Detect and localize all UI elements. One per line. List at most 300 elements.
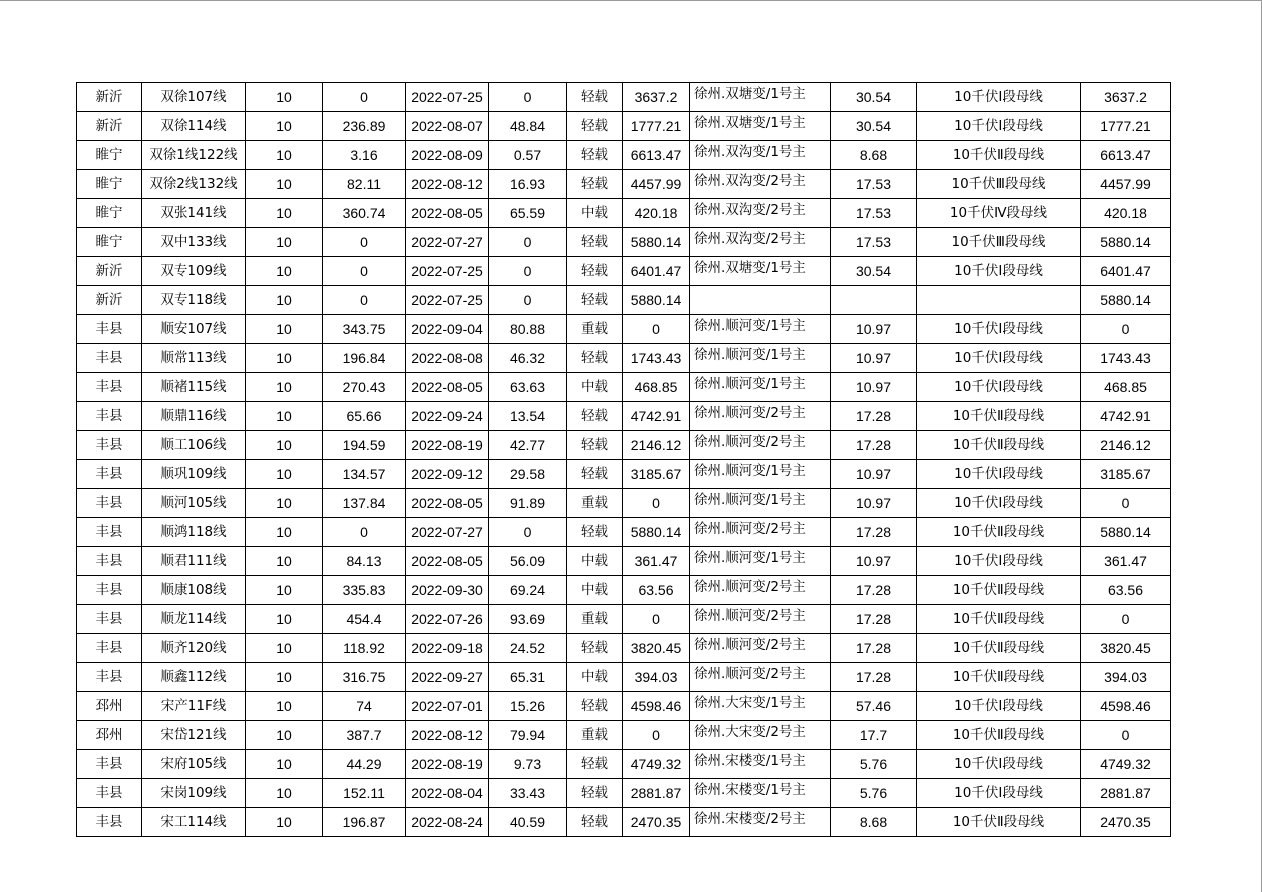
capacity-cell: 2146.12: [623, 431, 690, 460]
voltage-cell: 10: [246, 257, 323, 286]
load-rate-cell: 46.32: [489, 344, 567, 373]
substation-cell: 徐州.宋楼变/1号主: [690, 779, 831, 808]
district-cell: 新沂: [77, 257, 142, 286]
substation-cell: 徐州.顺河变/2号主: [690, 402, 831, 431]
table-row: [77, 315, 1171, 344]
district-cell: 丰县: [77, 779, 142, 808]
date-cell: 2022-09-04: [406, 315, 489, 344]
busbar-cell: 10千伏Ⅱ段母线: [917, 141, 1081, 170]
busbar-cell: 10千伏Ⅰ段母线: [917, 750, 1081, 779]
busbar-cell: 10千伏Ⅰ段母线: [917, 315, 1081, 344]
voltage-cell: 10: [246, 199, 323, 228]
load-status-cell: 轻载: [567, 141, 623, 170]
busbar-cell: 10千伏Ⅱ段母线: [917, 808, 1081, 837]
load-rate-cell: 93.69: [489, 605, 567, 634]
voltage-cell: 10: [246, 663, 323, 692]
date-cell: 2022-07-27: [406, 518, 489, 547]
load-value-cell: 316.75: [323, 663, 406, 692]
table-row: [77, 402, 1171, 431]
available-capacity-cell: 0: [1081, 605, 1171, 634]
load-status-cell: 重载: [567, 721, 623, 750]
load-value-cell: 65.66: [323, 402, 406, 431]
line-name-cell: 顺鑫112线: [142, 663, 246, 692]
table-row: [77, 518, 1171, 547]
load-value-cell: 82.11: [323, 170, 406, 199]
substation-cell: 徐州.双塘变/1号主: [690, 112, 831, 141]
load-rate-cell: 13.54: [489, 402, 567, 431]
load-rate-cell: 65.31: [489, 663, 567, 692]
substation-cell: 徐州.顺河变/2号主: [690, 431, 831, 460]
table-row: [77, 141, 1171, 170]
table-row: [77, 663, 1171, 692]
load-status-cell: 中载: [567, 576, 623, 605]
voltage-cell: 10: [246, 692, 323, 721]
load-value-cell: 84.13: [323, 547, 406, 576]
busbar-cell: 10千伏Ⅰ段母线: [917, 547, 1081, 576]
district-cell: 丰县: [77, 431, 142, 460]
available-capacity-cell: 4457.99: [1081, 170, 1171, 199]
voltage-cell: 10: [246, 518, 323, 547]
date-cell: 2022-08-12: [406, 170, 489, 199]
district-cell: 邳州: [77, 721, 142, 750]
transformer-rate-cell: 5.76: [831, 750, 917, 779]
load-value-cell: 0: [323, 83, 406, 112]
capacity-cell: 2470.35: [623, 808, 690, 837]
table-row: [77, 721, 1171, 750]
load-rate-cell: 29.58: [489, 460, 567, 489]
table-row: [77, 489, 1171, 518]
available-capacity-cell: 3820.45: [1081, 634, 1171, 663]
capacity-cell: 6401.47: [623, 257, 690, 286]
available-capacity-cell: 361.47: [1081, 547, 1171, 576]
voltage-cell: 10: [246, 576, 323, 605]
busbar-cell: 10千伏Ⅱ段母线: [917, 605, 1081, 634]
district-cell: 邳州: [77, 692, 142, 721]
busbar-cell: 10千伏Ⅱ段母线: [917, 721, 1081, 750]
table-row: [77, 547, 1171, 576]
capacity-cell: 1777.21: [623, 112, 690, 141]
line-name-cell: 双张141线: [142, 199, 246, 228]
voltage-cell: 10: [246, 170, 323, 199]
capacity-cell: 3185.67: [623, 460, 690, 489]
district-cell: 丰县: [77, 344, 142, 373]
date-cell: 2022-08-19: [406, 431, 489, 460]
district-cell: 丰县: [77, 402, 142, 431]
capacity-cell: 361.47: [623, 547, 690, 576]
table-row: [77, 344, 1171, 373]
load-status-cell: 轻载: [567, 83, 623, 112]
busbar-cell: 10千伏Ⅰ段母线: [917, 344, 1081, 373]
load-rate-cell: 0: [489, 257, 567, 286]
busbar-cell: 10千伏Ⅱ段母线: [917, 431, 1081, 460]
load-value-cell: 3.16: [323, 141, 406, 170]
voltage-cell: 10: [246, 373, 323, 402]
line-name-cell: 双徐1线122线: [142, 141, 246, 170]
voltage-cell: 10: [246, 779, 323, 808]
voltage-cell: 10: [246, 228, 323, 257]
transformer-rate-cell: 8.68: [831, 808, 917, 837]
substation-cell: 徐州.顺河变/1号主: [690, 547, 831, 576]
feeder-load-table: [76, 82, 1171, 837]
load-rate-cell: 80.88: [489, 315, 567, 344]
load-status-cell: 轻载: [567, 257, 623, 286]
busbar-cell: 10千伏Ⅰ段母线: [917, 83, 1081, 112]
date-cell: 2022-08-07: [406, 112, 489, 141]
transformer-rate-cell: 17.28: [831, 605, 917, 634]
district-cell: 丰县: [77, 460, 142, 489]
line-name-cell: 顺常113线: [142, 344, 246, 373]
available-capacity-cell: 2470.35: [1081, 808, 1171, 837]
available-capacity-cell: 1743.43: [1081, 344, 1171, 373]
capacity-cell: 3820.45: [623, 634, 690, 663]
load-value-cell: 152.11: [323, 779, 406, 808]
date-cell: 2022-09-27: [406, 663, 489, 692]
capacity-cell: 4749.32: [623, 750, 690, 779]
voltage-cell: 10: [246, 808, 323, 837]
transformer-rate-cell: 30.54: [831, 112, 917, 141]
available-capacity-cell: 468.85: [1081, 373, 1171, 402]
date-cell: 2022-08-05: [406, 547, 489, 576]
load-rate-cell: 40.59: [489, 808, 567, 837]
load-value-cell: 335.83: [323, 576, 406, 605]
voltage-cell: 10: [246, 547, 323, 576]
busbar-cell: 10千伏Ⅰ段母线: [917, 112, 1081, 141]
line-name-cell: 顺齐120线: [142, 634, 246, 663]
transformer-rate-cell: 17.28: [831, 576, 917, 605]
load-value-cell: 137.84: [323, 489, 406, 518]
load-rate-cell: 56.09: [489, 547, 567, 576]
capacity-cell: 4742.91: [623, 402, 690, 431]
load-rate-cell: 33.43: [489, 779, 567, 808]
line-name-cell: 双徐114线: [142, 112, 246, 141]
line-name-cell: 顺康108线: [142, 576, 246, 605]
voltage-cell: 10: [246, 605, 323, 634]
date-cell: 2022-09-18: [406, 634, 489, 663]
busbar-cell: 10千伏Ⅲ段母线: [917, 170, 1081, 199]
voltage-cell: 10: [246, 750, 323, 779]
capacity-cell: 0: [623, 489, 690, 518]
load-rate-cell: 16.93: [489, 170, 567, 199]
capacity-cell: 5880.14: [623, 228, 690, 257]
available-capacity-cell: 394.03: [1081, 663, 1171, 692]
table-row: [77, 228, 1171, 257]
table-row: [77, 750, 1171, 779]
table-row: [77, 199, 1171, 228]
district-cell: 新沂: [77, 83, 142, 112]
substation-cell: 徐州.宋楼变/2号主: [690, 808, 831, 837]
line-name-cell: 顺工106线: [142, 431, 246, 460]
date-cell: 2022-08-05: [406, 199, 489, 228]
date-cell: 2022-09-24: [406, 402, 489, 431]
line-name-cell: 宋府105线: [142, 750, 246, 779]
district-cell: 睢宁: [77, 199, 142, 228]
capacity-cell: 0: [623, 605, 690, 634]
load-rate-cell: 48.84: [489, 112, 567, 141]
line-name-cell: 顺褚115线: [142, 373, 246, 402]
transformer-rate-cell: 10.97: [831, 315, 917, 344]
transformer-rate-cell: 17.28: [831, 402, 917, 431]
available-capacity-cell: 5880.14: [1081, 518, 1171, 547]
date-cell: 2022-09-12: [406, 460, 489, 489]
capacity-cell: 4598.46: [623, 692, 690, 721]
load-rate-cell: 0: [489, 228, 567, 257]
capacity-cell: 2881.87: [623, 779, 690, 808]
page-top-edge: [0, 0, 1262, 1]
district-cell: 新沂: [77, 286, 142, 315]
substation-cell: 徐州.双沟变/2号主: [690, 228, 831, 257]
voltage-cell: 10: [246, 402, 323, 431]
substation-cell: 徐州.双塘变/1号主: [690, 257, 831, 286]
load-rate-cell: 63.63: [489, 373, 567, 402]
date-cell: 2022-07-25: [406, 83, 489, 112]
available-capacity-cell: 1777.21: [1081, 112, 1171, 141]
transformer-rate-cell: 17.28: [831, 518, 917, 547]
district-cell: 睢宁: [77, 141, 142, 170]
table-row: [77, 808, 1171, 837]
transformer-rate-cell: 30.54: [831, 257, 917, 286]
load-status-cell: 轻载: [567, 750, 623, 779]
transformer-rate-cell: 57.46: [831, 692, 917, 721]
load-rate-cell: 15.26: [489, 692, 567, 721]
transformer-rate-cell: [831, 286, 917, 315]
load-value-cell: 194.59: [323, 431, 406, 460]
line-name-cell: 宋工114线: [142, 808, 246, 837]
substation-cell: 徐州.顺河变/1号主: [690, 460, 831, 489]
load-value-cell: 270.43: [323, 373, 406, 402]
substation-cell: 徐州.顺河变/1号主: [690, 344, 831, 373]
load-rate-cell: 79.94: [489, 721, 567, 750]
district-cell: 睢宁: [77, 228, 142, 257]
load-status-cell: 轻载: [567, 344, 623, 373]
load-status-cell: 中载: [567, 547, 623, 576]
substation-cell: 徐州.顺河变/2号主: [690, 518, 831, 547]
busbar-cell: 10千伏Ⅲ段母线: [917, 228, 1081, 257]
line-name-cell: 顺鸿118线: [142, 518, 246, 547]
district-cell: 丰县: [77, 750, 142, 779]
capacity-cell: 5880.14: [623, 286, 690, 315]
load-rate-cell: 0: [489, 518, 567, 547]
load-value-cell: 74: [323, 692, 406, 721]
load-status-cell: 中载: [567, 663, 623, 692]
available-capacity-cell: 420.18: [1081, 199, 1171, 228]
district-cell: 睢宁: [77, 170, 142, 199]
load-status-cell: 重载: [567, 489, 623, 518]
district-cell: 丰县: [77, 576, 142, 605]
load-value-cell: 134.57: [323, 460, 406, 489]
table-row: [77, 605, 1171, 634]
substation-cell: 徐州.顺河变/2号主: [690, 634, 831, 663]
substation-cell: 徐州.顺河变/2号主: [690, 576, 831, 605]
voltage-cell: 10: [246, 460, 323, 489]
line-name-cell: 顺鼎116线: [142, 402, 246, 431]
substation-cell: 徐州.双塘变/1号主: [690, 83, 831, 112]
voltage-cell: 10: [246, 431, 323, 460]
load-status-cell: 轻载: [567, 112, 623, 141]
busbar-cell: 10千伏Ⅰ段母线: [917, 779, 1081, 808]
table-row: [77, 170, 1171, 199]
district-cell: 丰县: [77, 547, 142, 576]
date-cell: 2022-09-30: [406, 576, 489, 605]
voltage-cell: 10: [246, 634, 323, 663]
available-capacity-cell: 6401.47: [1081, 257, 1171, 286]
busbar-cell: 10千伏Ⅰ段母线: [917, 373, 1081, 402]
capacity-cell: 468.85: [623, 373, 690, 402]
load-status-cell: 中载: [567, 373, 623, 402]
available-capacity-cell: 0: [1081, 721, 1171, 750]
table-row: [77, 431, 1171, 460]
transformer-rate-cell: 17.53: [831, 170, 917, 199]
load-value-cell: 0: [323, 286, 406, 315]
capacity-cell: 394.03: [623, 663, 690, 692]
busbar-cell: 10千伏Ⅰ段母线: [917, 460, 1081, 489]
voltage-cell: 10: [246, 112, 323, 141]
load-value-cell: 44.29: [323, 750, 406, 779]
transformer-rate-cell: 17.28: [831, 431, 917, 460]
date-cell: 2022-07-26: [406, 605, 489, 634]
date-cell: 2022-08-12: [406, 721, 489, 750]
available-capacity-cell: 2146.12: [1081, 431, 1171, 460]
capacity-cell: 0: [623, 315, 690, 344]
transformer-rate-cell: 17.28: [831, 634, 917, 663]
district-cell: 丰县: [77, 663, 142, 692]
load-rate-cell: 65.59: [489, 199, 567, 228]
district-cell: 丰县: [77, 489, 142, 518]
load-value-cell: 387.7: [323, 721, 406, 750]
load-status-cell: 轻载: [567, 402, 623, 431]
table-body: [77, 83, 1171, 837]
load-status-cell: 重载: [567, 605, 623, 634]
substation-cell: 徐州.双沟变/2号主: [690, 199, 831, 228]
date-cell: 2022-07-25: [406, 257, 489, 286]
available-capacity-cell: 63.56: [1081, 576, 1171, 605]
voltage-cell: 10: [246, 315, 323, 344]
load-rate-cell: 24.52: [489, 634, 567, 663]
transformer-rate-cell: 30.54: [831, 83, 917, 112]
district-cell: 丰县: [77, 634, 142, 663]
busbar-cell: 10千伏Ⅰ段母线: [917, 489, 1081, 518]
transformer-rate-cell: 10.97: [831, 460, 917, 489]
substation-cell: 徐州.大宋变/1号主: [690, 692, 831, 721]
substation-cell: 徐州.顺河变/1号主: [690, 373, 831, 402]
table-row: [77, 112, 1171, 141]
line-name-cell: 双徐2线132线: [142, 170, 246, 199]
load-status-cell: 轻载: [567, 228, 623, 257]
capacity-cell: 63.56: [623, 576, 690, 605]
date-cell: 2022-08-19: [406, 750, 489, 779]
available-capacity-cell: 0: [1081, 489, 1171, 518]
table-row: [77, 257, 1171, 286]
busbar-cell: 10千伏Ⅱ段母线: [917, 576, 1081, 605]
available-capacity-cell: 5880.14: [1081, 228, 1171, 257]
district-cell: 丰县: [77, 605, 142, 634]
capacity-cell: 0: [623, 721, 690, 750]
transformer-rate-cell: 10.97: [831, 547, 917, 576]
district-cell: 丰县: [77, 518, 142, 547]
busbar-cell: 10千伏Ⅳ段母线: [917, 199, 1081, 228]
substation-cell: 徐州.顺河变/1号主: [690, 489, 831, 518]
load-status-cell: 轻载: [567, 286, 623, 315]
available-capacity-cell: 4749.32: [1081, 750, 1171, 779]
busbar-cell: 10千伏Ⅱ段母线: [917, 663, 1081, 692]
district-cell: 新沂: [77, 112, 142, 141]
line-name-cell: 宋产11F线: [142, 692, 246, 721]
load-status-cell: 重载: [567, 315, 623, 344]
load-rate-cell: 9.73: [489, 750, 567, 779]
line-name-cell: 双中133线: [142, 228, 246, 257]
table-row: [77, 692, 1171, 721]
load-value-cell: 343.75: [323, 315, 406, 344]
busbar-cell: 10千伏Ⅰ段母线: [917, 692, 1081, 721]
voltage-cell: 10: [246, 141, 323, 170]
table-row: [77, 460, 1171, 489]
capacity-cell: 3637.2: [623, 83, 690, 112]
load-value-cell: 0: [323, 518, 406, 547]
capacity-cell: 6613.47: [623, 141, 690, 170]
load-status-cell: 轻载: [567, 170, 623, 199]
load-value-cell: 236.89: [323, 112, 406, 141]
load-status-cell: 轻载: [567, 518, 623, 547]
busbar-cell: 10千伏Ⅱ段母线: [917, 634, 1081, 663]
transformer-rate-cell: 5.76: [831, 779, 917, 808]
date-cell: 2022-08-24: [406, 808, 489, 837]
table-row: [77, 286, 1171, 315]
substation-cell: 徐州.顺河变/2号主: [690, 605, 831, 634]
line-name-cell: 顺君111线: [142, 547, 246, 576]
line-name-cell: 双专109线: [142, 257, 246, 286]
substation-cell: [690, 286, 831, 315]
busbar-cell: 10千伏Ⅰ段母线: [917, 257, 1081, 286]
load-status-cell: 轻载: [567, 692, 623, 721]
available-capacity-cell: 3637.2: [1081, 83, 1171, 112]
date-cell: 2022-07-27: [406, 228, 489, 257]
available-capacity-cell: 5880.14: [1081, 286, 1171, 315]
busbar-cell: [917, 286, 1081, 315]
date-cell: 2022-08-05: [406, 489, 489, 518]
load-value-cell: 360.74: [323, 199, 406, 228]
load-rate-cell: 0: [489, 83, 567, 112]
transformer-rate-cell: 10.97: [831, 489, 917, 518]
substation-cell: 徐州.双沟变/1号主: [690, 141, 831, 170]
substation-cell: 徐州.大宋变/2号主: [690, 721, 831, 750]
busbar-cell: 10千伏Ⅱ段母线: [917, 518, 1081, 547]
load-value-cell: 196.87: [323, 808, 406, 837]
capacity-cell: 1743.43: [623, 344, 690, 373]
district-cell: 丰县: [77, 315, 142, 344]
available-capacity-cell: 0: [1081, 315, 1171, 344]
line-name-cell: 顺巩109线: [142, 460, 246, 489]
voltage-cell: 10: [246, 721, 323, 750]
load-status-cell: 轻载: [567, 634, 623, 663]
load-status-cell: 轻载: [567, 431, 623, 460]
available-capacity-cell: 3185.67: [1081, 460, 1171, 489]
capacity-cell: 5880.14: [623, 518, 690, 547]
table-row: [77, 576, 1171, 605]
substation-cell: 徐州.顺河变/1号主: [690, 315, 831, 344]
substation-cell: 徐州.双沟变/2号主: [690, 170, 831, 199]
date-cell: 2022-08-04: [406, 779, 489, 808]
available-capacity-cell: 4742.91: [1081, 402, 1171, 431]
date-cell: 2022-08-09: [406, 141, 489, 170]
transformer-rate-cell: 17.53: [831, 228, 917, 257]
line-name-cell: 顺安107线: [142, 315, 246, 344]
load-rate-cell: 0: [489, 286, 567, 315]
transformer-rate-cell: 10.97: [831, 344, 917, 373]
district-cell: 丰县: [77, 373, 142, 402]
substation-cell: 徐州.顺河变/2号主: [690, 663, 831, 692]
voltage-cell: 10: [246, 489, 323, 518]
transformer-rate-cell: 17.53: [831, 199, 917, 228]
date-cell: 2022-08-08: [406, 344, 489, 373]
